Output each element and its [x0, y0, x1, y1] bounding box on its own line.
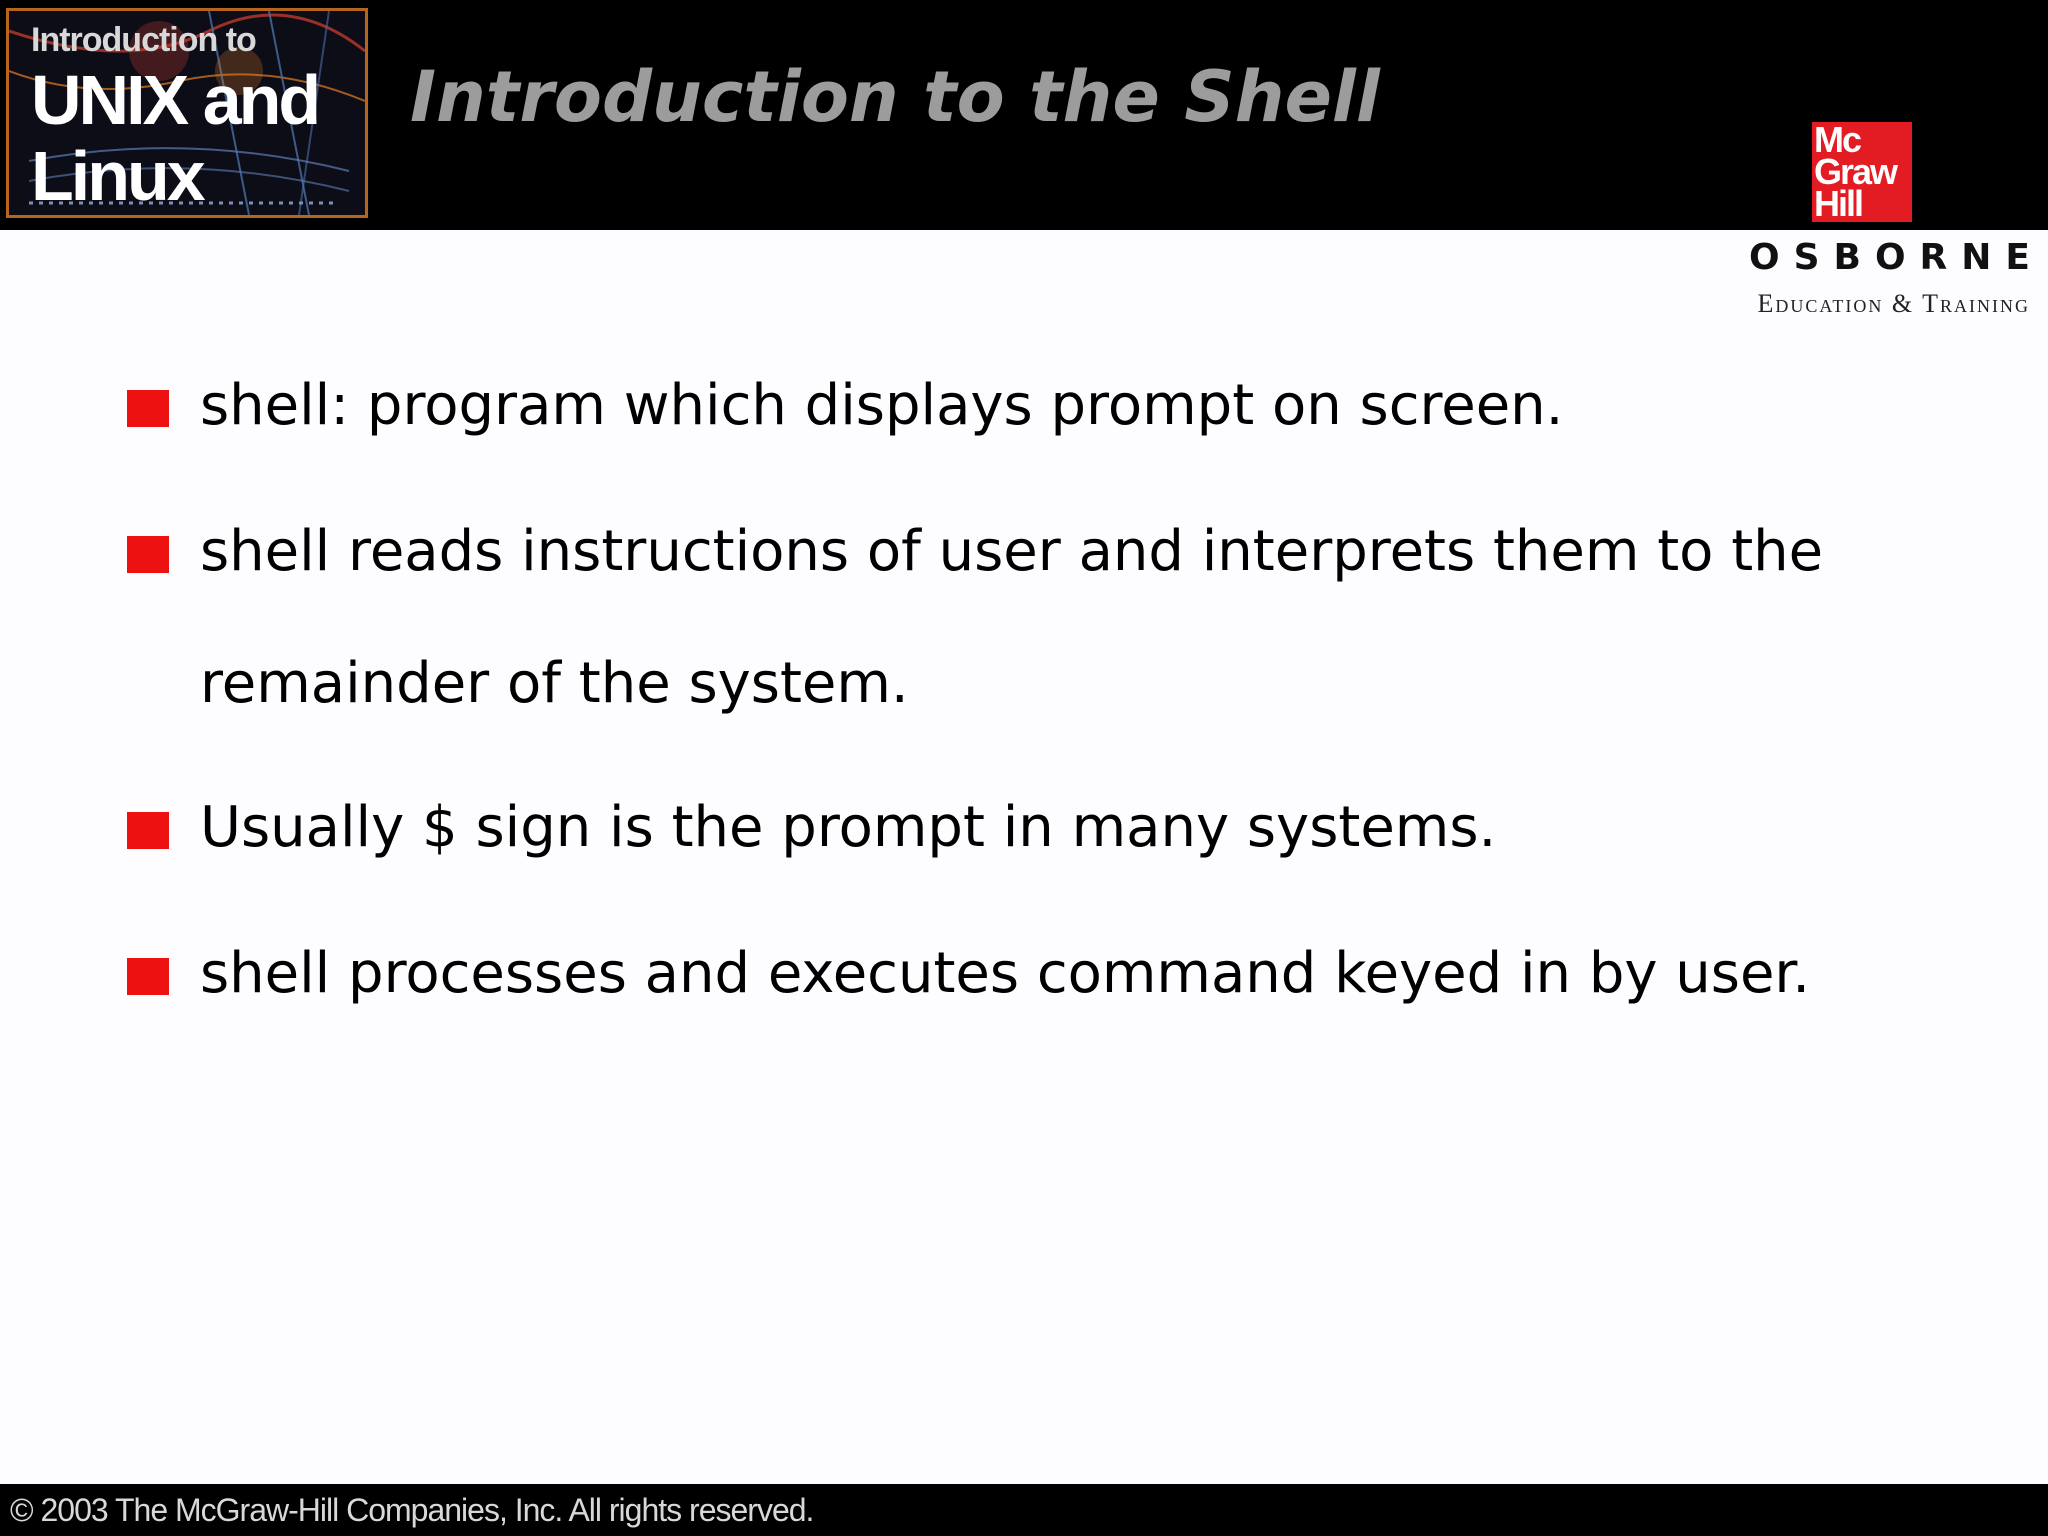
copyright-text: © 2003 The McGraw-Hill Companies, Inc. All rights reserved.	[10, 1492, 814, 1528]
book-cover-line-1: Introduction to	[31, 21, 256, 59]
osborne-name: OSBORNE	[1748, 237, 2044, 278]
logo-line-3: Hill	[1814, 183, 1863, 222]
book-cover-line-3: Linux	[31, 137, 203, 215]
logo-line-2: Graw	[1814, 151, 1897, 192]
bullet-text: Usually $ sign is the prompt in many systems.	[200, 795, 1497, 860]
bullet-text: shell processes and executes command keyed in by user.	[200, 941, 1811, 1006]
osborne-subtitle: Education & Training	[1757, 289, 2030, 318]
bullet-square-icon	[127, 390, 169, 427]
bullet-square-icon	[127, 812, 169, 849]
bullet-square-icon	[127, 958, 169, 995]
bullet-text: shell reads instructions of user and interprets them to the remainder of the system.	[200, 519, 1824, 716]
logo-line-1: Mc	[1814, 122, 1861, 160]
book-cover-line-2: UNIX and	[31, 61, 319, 139]
footer-band	[0, 1484, 2048, 1536]
bullet-text: shell: program which displays prompt on screen.	[200, 373, 1564, 438]
slide-title: Introduction to the Shell	[410, 56, 1380, 138]
bullet-square-icon	[127, 536, 169, 573]
